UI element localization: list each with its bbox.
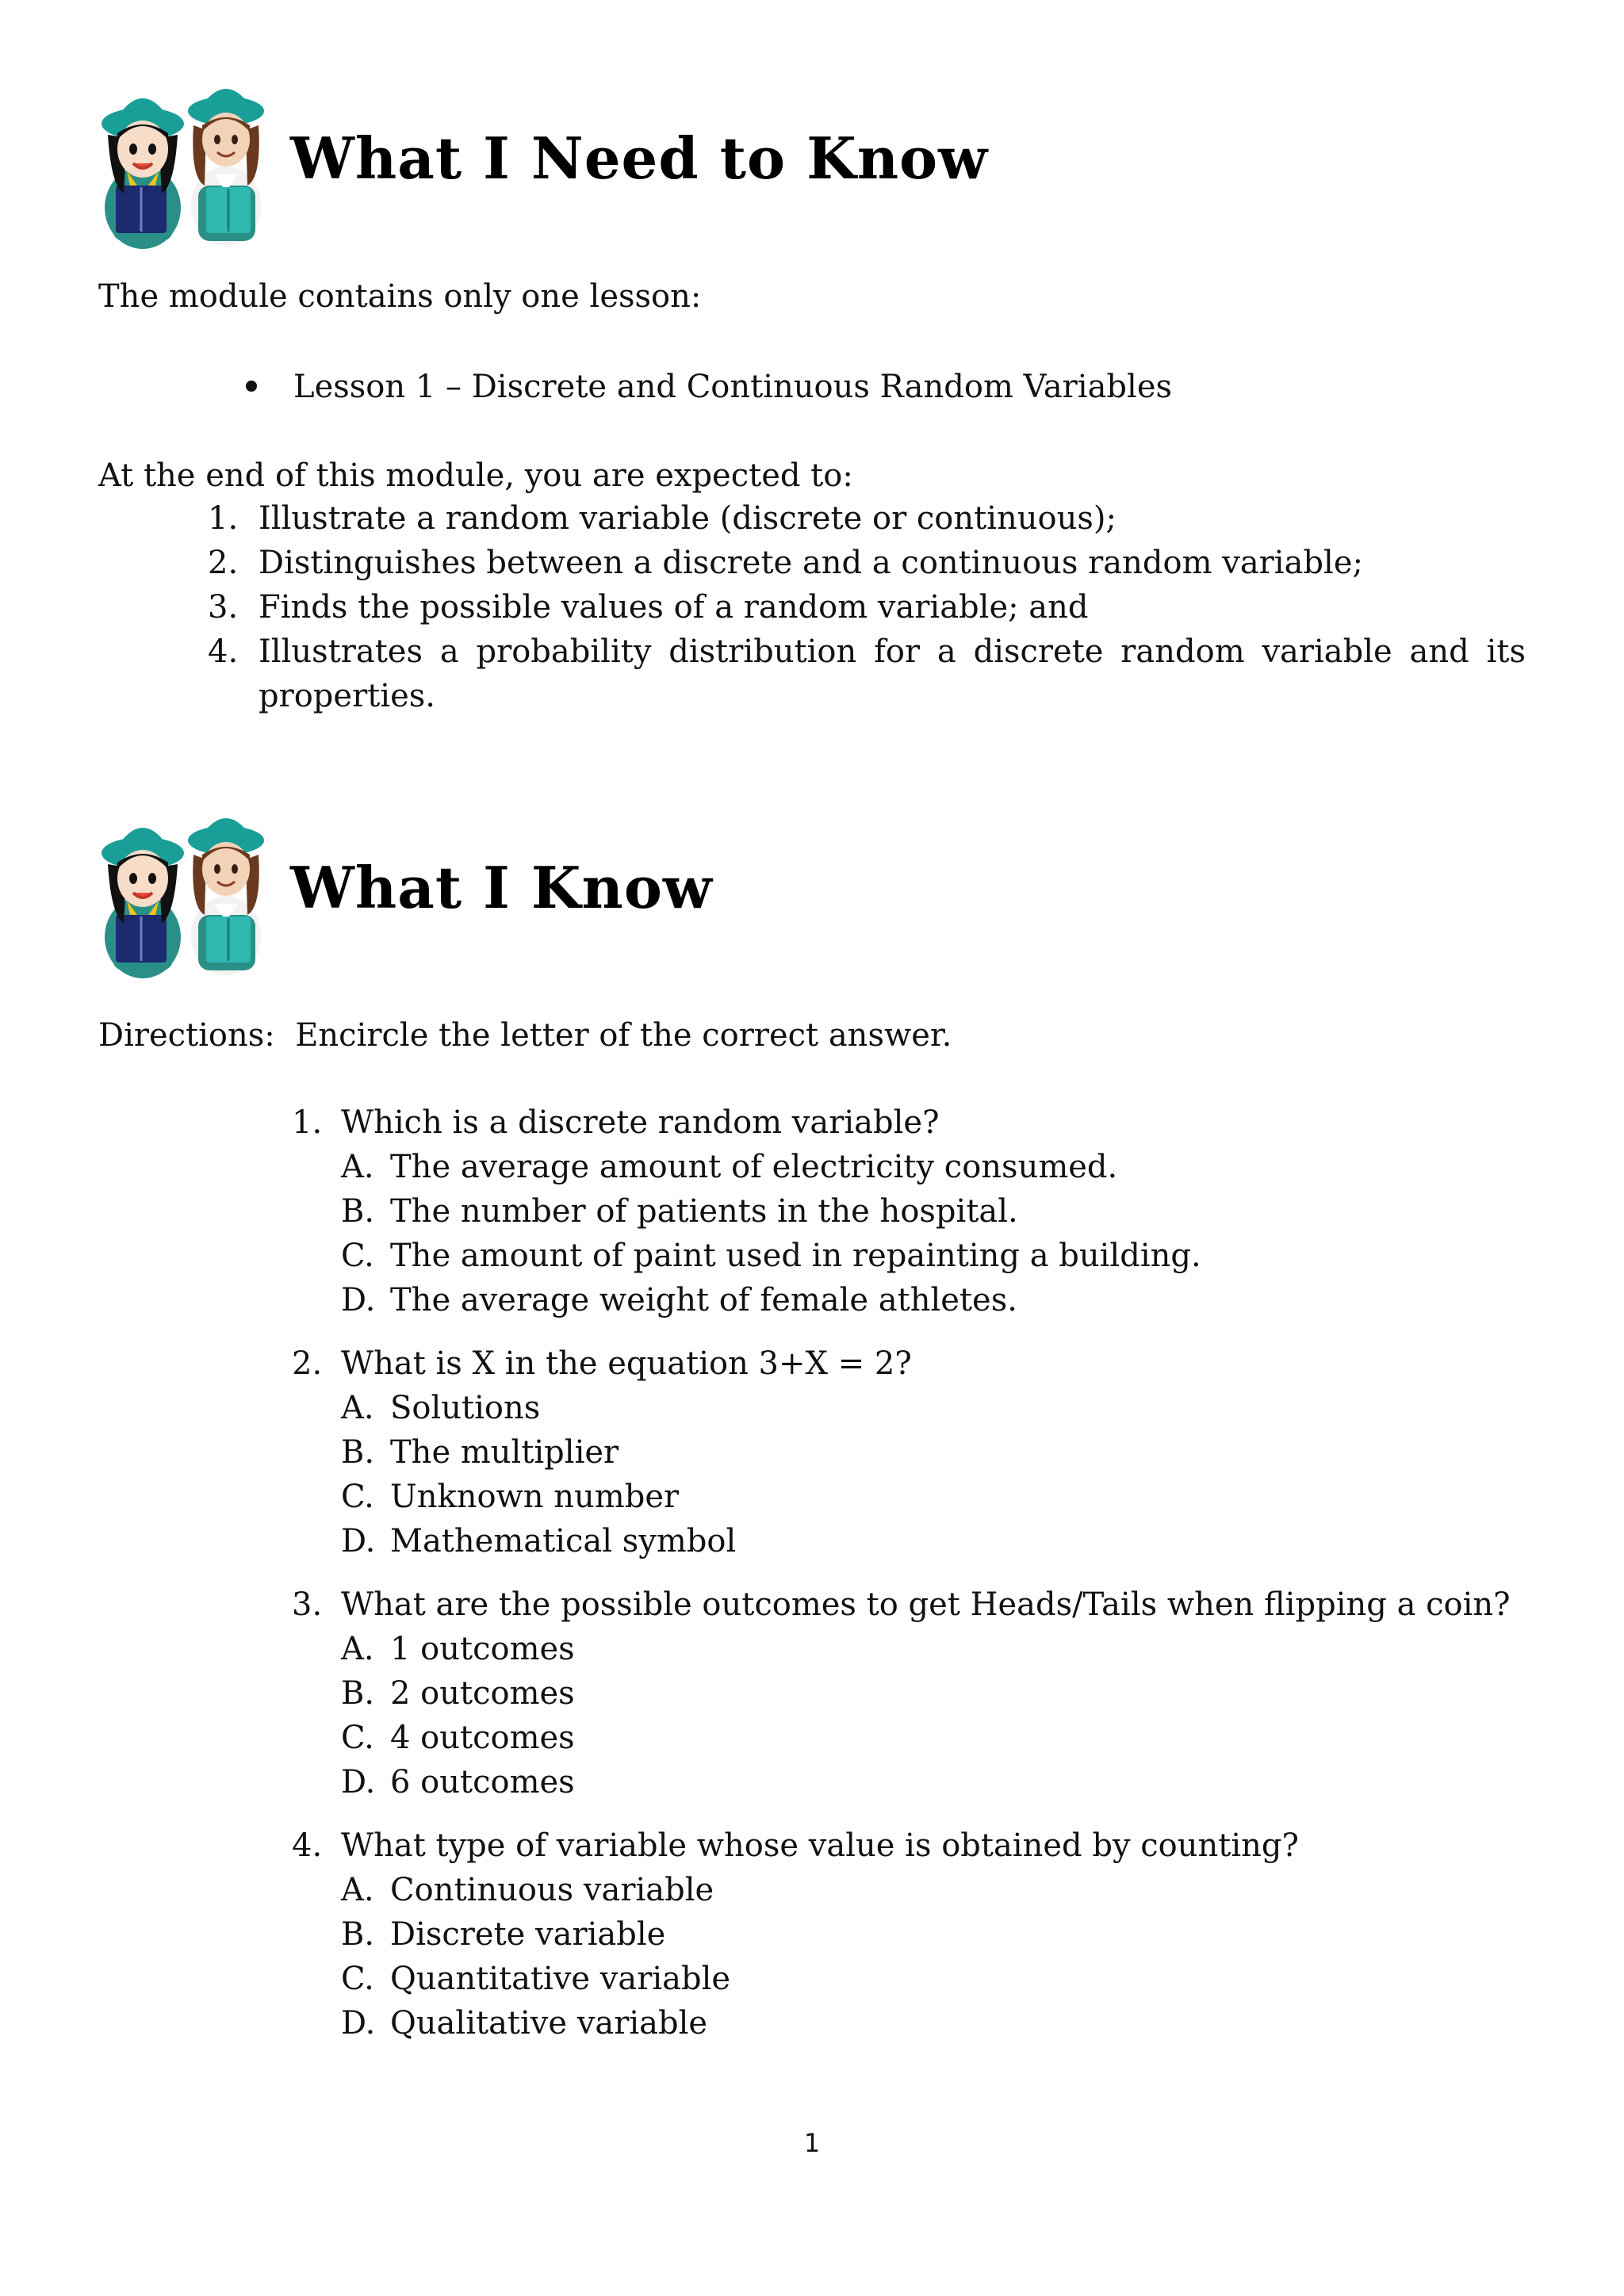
objectives-list <box>208 496 1526 718</box>
section-title-need-to-know: What I Need to Know <box>290 124 989 192</box>
answer-option[interactable]: C. Unknown number <box>341 1479 680 1515</box>
lesson-title: Lesson 1 – Discrete and Continuous Random Variables <box>293 369 1173 405</box>
question-text: What are the possible outcomes to get Heads/Tails when flipping a coin? <box>341 1586 1511 1623</box>
answer-option[interactable]: A. 1 outcomes <box>341 1631 575 1667</box>
answer-option[interactable]: A. Solutions <box>341 1390 541 1426</box>
directions <box>98 1013 952 1058</box>
answer-option[interactable]: C. 4 outcomes <box>341 1720 575 1756</box>
answer-option[interactable]: A. Continuous variable <box>341 1872 714 1908</box>
what-i-know-header <box>87 796 713 978</box>
mascot-characters-icon <box>87 796 278 978</box>
answer-option[interactable]: D. The average weight of female athletes. <box>341 1282 1017 1318</box>
answer-option[interactable]: C. The amount of paint used in repainting a building. <box>341 1238 1201 1274</box>
objective-item: 3. Finds the possible values of a random variable; and <box>208 589 1089 626</box>
module-intro: The module contains only one lesson: <box>98 278 702 315</box>
objective-item: 1. Illustrate a random variable (discrete or continuous); <box>208 500 1116 537</box>
objective-item: 2. Distinguishes between a discrete and a continuous random variable; <box>208 545 1363 581</box>
answer-option[interactable]: D. Qualitative variable <box>341 2005 708 2042</box>
mascot-characters-icon <box>87 67 278 249</box>
objective-item: 4. Illustrates a probability distribution for a discrete random variable and its properties. <box>208 633 1526 714</box>
expectation-intro: At the end of this module, you are expected to: <box>98 457 853 494</box>
quiz-questions <box>292 1100 1561 2064</box>
answer-option[interactable]: D. 6 outcomes <box>341 1764 575 1800</box>
answer-option[interactable]: C. Quantitative variable <box>341 1961 731 1997</box>
question-item: 4. What type of variable whose value is obtained by counting? A. Continuous variable B. Discrete variable C. Quantitative variable D. Qualitative variable <box>292 1823 1561 2045</box>
answer-option[interactable]: B. The multiplier <box>341 1434 619 1471</box>
question-text: What is X in the equation 3+X = 2? <box>341 1345 912 1382</box>
answer-option[interactable]: B. The number of patients in the hospital. <box>341 1193 1018 1230</box>
bullet-icon <box>246 381 257 392</box>
answer-option[interactable]: B. Discrete variable <box>341 1916 666 1953</box>
answer-option[interactable]: B. 2 outcomes <box>341 1675 575 1712</box>
lesson-bullet <box>246 365 1172 409</box>
question-item: 1. Which is a discrete random variable? A. The average amount of electricity consumed. B. The number of patients in the hospital. C. The amount of paint used in repainting a building. D. The average weight of female athletes. <box>292 1100 1561 1322</box>
what-i-need-to-know-header <box>87 67 988 249</box>
question-text: What type of variable whose value is obtained by counting? <box>341 1827 1299 1864</box>
question-item: 3. What are the possible outcomes to get Heads/Tails when flipping a coin? A. 1 outcomes B. 2 outcomes C. 4 outcomes D. 6 outcomes <box>292 1582 1561 1804</box>
section-title-what-i-know: What I Know <box>290 853 713 921</box>
question-text: Which is a discrete random variable? <box>341 1104 940 1141</box>
page-number: 1 <box>803 2128 821 2158</box>
question-item: 2. What is X in the equation 3+X = 2? A. Solutions B. The multiplier C. Unknown number D. Mathematical symbol <box>292 1341 1561 1563</box>
answer-option[interactable]: D. Mathematical symbol <box>341 1523 737 1559</box>
directions-label: Directions: <box>98 1017 275 1054</box>
answer-option[interactable]: A. The average amount of electricity consumed. <box>341 1149 1118 1185</box>
directions-text: Encircle the letter of the correct answer. <box>295 1017 952 1054</box>
